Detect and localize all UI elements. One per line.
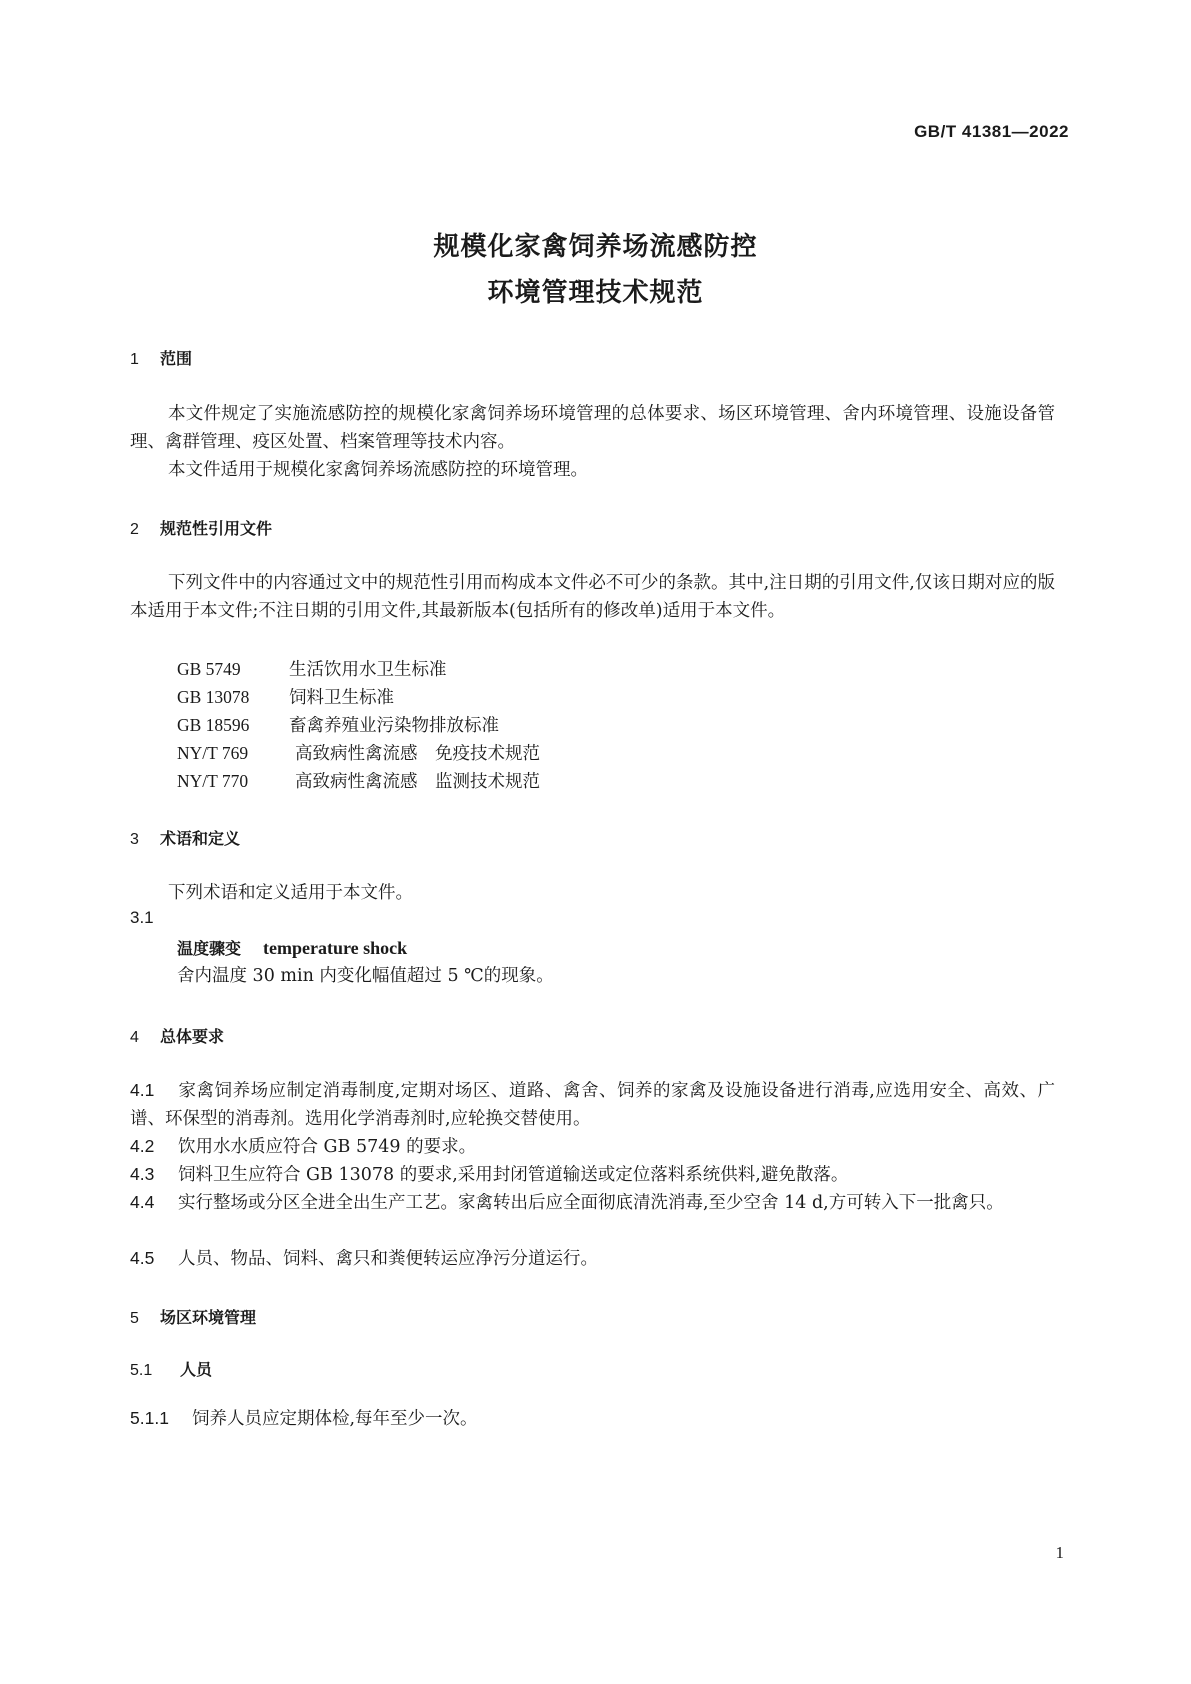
- section-number: 4: [130, 1029, 139, 1046]
- clause-item: [130, 1076, 1055, 1133]
- section-4-heading: [130, 1024, 224, 1047]
- term-entry: [177, 936, 407, 959]
- page-title-line-2: 环境管理技术规范: [487, 278, 704, 308]
- section-title: 规范性引用文件: [160, 519, 273, 538]
- clause-text: 家禽饲养场应制定消毒制度,定期对场区、道路、禽舍、饲养的家禽及设施设备进行消毒,应选用安全、高效、广谱、环保型的消毒剂。选用化学消毒剂时,应轮换交替使用。: [130, 1081, 1055, 1129]
- term-english: temperature shock: [263, 938, 408, 958]
- clause-text: 饮用水水质应符合 GB 5749 的要求。: [178, 1137, 477, 1157]
- document-code: GB/T 41381—2022: [914, 122, 1069, 141]
- section-2-paragraph-1: 下列文件中的内容通过文中的规范性引用而构成本文件必不可少的条款。其中,注日期的引用文件,仅该日期对应的版本适用于本文件;不注日期的引用文件,其最新版本(包括所有的修改单)适用于本文件。: [130, 573, 1055, 621]
- section-3-heading: [130, 826, 240, 849]
- clause-item: [130, 1404, 1055, 1433]
- reference-name: 高致病性禽流感 监测技术规范: [295, 772, 540, 792]
- term-definition: 舍内温度 30 min 内变化幅值超过 5 ℃的现象。: [177, 966, 554, 986]
- clause-item: [130, 1160, 1055, 1189]
- clause-number: 4.1: [130, 1080, 155, 1100]
- section-number: 2: [130, 521, 139, 538]
- clause-number: 4.5: [130, 1248, 155, 1268]
- clause-item: [130, 1132, 1055, 1161]
- section-3-paragraph-1: 下列术语和定义适用于本文件。: [168, 883, 413, 903]
- reference-item: [177, 684, 394, 709]
- section-number: 5: [130, 1310, 139, 1327]
- reference-item: [177, 712, 499, 737]
- clause-text: 实行整场或分区全进全出生产工艺。家禽转出后应全面彻底清洗消毒,至少空舍 14 d,方可转入下一批禽只。: [178, 1193, 1004, 1213]
- clause-item: [130, 1244, 1055, 1273]
- subsection-5-1-heading: [130, 1357, 212, 1380]
- clause-number: 4.3: [130, 1164, 155, 1184]
- clause-number: 5.1.1: [130, 1408, 169, 1428]
- reference-code: NY/T 769: [177, 743, 249, 763]
- reference-item: [177, 768, 540, 793]
- reference-code: GB 5749: [177, 659, 241, 679]
- clause-number: 4.4: [130, 1192, 155, 1212]
- section-number: 1: [130, 351, 139, 368]
- section-title: 范围: [160, 349, 193, 368]
- clause-text: 人员、物品、饲料、禽只和粪便转运应净污分道运行。: [178, 1249, 598, 1269]
- clause-number: 4.2: [130, 1136, 155, 1156]
- section-1-heading: [130, 346, 192, 369]
- section-1-paragraph-1: 本文件规定了实施流感防控的规模化家禽饲养场环境管理的总体要求、场区环境管理、舍内环境管理、设施设备管理、禽群管理、疫区处置、档案管理等技术内容。: [130, 404, 1055, 452]
- page-title-line-1: 规模化家禽饲养场流感防控: [433, 232, 758, 262]
- section-title: 总体要求: [160, 1027, 225, 1046]
- section-title: 术语和定义: [160, 829, 241, 848]
- subsection-number: 5.1: [130, 1362, 153, 1379]
- section-title: 场区环境管理: [160, 1308, 257, 1327]
- reference-code: GB 18596: [177, 715, 250, 735]
- reference-name: 生活饮用水卫生标准: [289, 660, 447, 680]
- term-chinese: 温度骤变: [177, 939, 242, 958]
- reference-item: [177, 656, 447, 681]
- section-5-heading: [130, 1305, 256, 1328]
- reference-name: 高致病性禽流感 免疫技术规范: [295, 744, 540, 764]
- section-number: 3: [130, 831, 139, 848]
- page-number: 1: [1055, 1543, 1064, 1562]
- section-1-paragraph-2: 本文件适用于规模化家禽饲养场流感防控的环境管理。: [168, 460, 588, 480]
- reference-name: 饲料卫生标准: [289, 688, 394, 708]
- reference-code: NY/T 770: [177, 771, 249, 791]
- clause-text: 饲养人员应定期体检,每年至少一次。: [192, 1409, 478, 1429]
- clause-text: 饲料卫生应符合 GB 13078 的要求,采用封闭管道输送或定位落料系统供料,避免散落。: [178, 1165, 849, 1185]
- section-2-heading: [130, 516, 272, 539]
- clause-item: [130, 1188, 1055, 1217]
- reference-item: [177, 740, 540, 765]
- reference-code: GB 13078: [177, 687, 250, 707]
- reference-name: 畜禽养殖业污染物排放标准: [289, 716, 499, 736]
- term-number: 3.1: [130, 908, 154, 927]
- subsection-title: 人员: [180, 1360, 213, 1379]
